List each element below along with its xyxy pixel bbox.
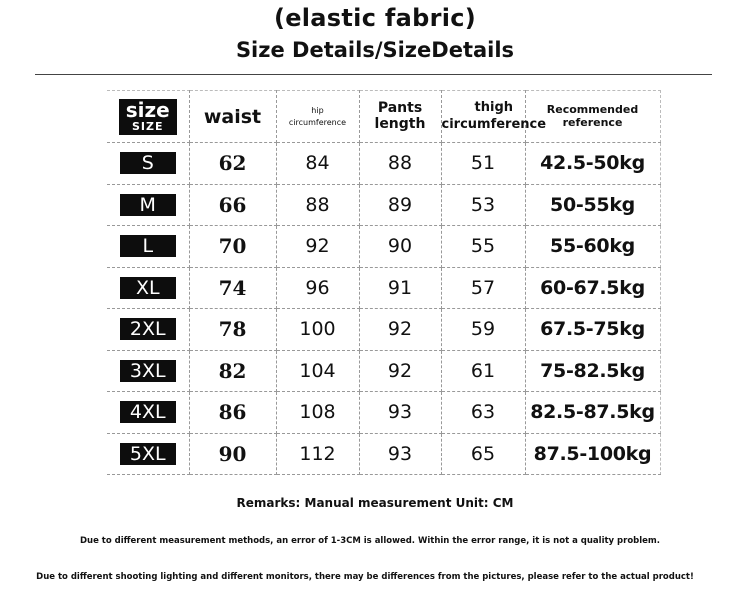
pants-length-cell-value: 93 (387, 442, 413, 465)
hip-cell-value: 104 (299, 359, 336, 382)
header-pants-length: Pants length (359, 91, 441, 143)
table-row (107, 433, 660, 475)
pants-length-cell (359, 226, 441, 268)
recommended-cell-value: 60-67.5kg (540, 276, 645, 299)
page-title: (elastic fabric) (273, 4, 477, 32)
size-label-badge: M (120, 194, 176, 216)
table-row (107, 143, 660, 185)
recommended-cell-value: 82.5-87.5kg (530, 401, 655, 424)
thigh-cell (441, 143, 525, 185)
page-subtitle: Size Details/SizeDetails (235, 38, 515, 62)
hip-cell (276, 143, 359, 185)
pants-length-cell-value: 91 (387, 276, 413, 299)
hip-cell (276, 184, 359, 226)
thigh-cell-value: 51 (470, 152, 496, 175)
waist-cell-value: 62 (218, 151, 247, 176)
thigh-cell (441, 226, 525, 268)
thigh-cell (441, 184, 525, 226)
size-cell (107, 226, 189, 268)
recommended-cell (525, 433, 660, 475)
header-hip: hip circumference (276, 91, 359, 143)
thigh-cell (441, 433, 525, 475)
thigh-cell-value: 61 (470, 359, 496, 382)
waist-cell (189, 350, 276, 392)
waist-cell-value: 74 (218, 275, 247, 300)
recommended-cell (525, 350, 660, 392)
recommended-cell-value: 87.5-100kg (533, 442, 652, 465)
table-row (107, 226, 660, 268)
waist-cell (189, 143, 276, 185)
hip-cell-value: 96 (305, 276, 330, 299)
size-cell (107, 392, 189, 434)
hip-cell (276, 350, 359, 392)
size-header-badge: size SIZE (119, 99, 177, 135)
size-label-badge: XL (120, 277, 176, 299)
hip-cell (276, 226, 359, 268)
thigh-cell-value: 65 (470, 442, 496, 465)
recommended-cell (525, 267, 660, 309)
recommended-cell-value: 42.5-50kg (540, 152, 645, 175)
hip-cell-value: 108 (299, 401, 336, 424)
hip-cell (276, 309, 359, 351)
pants-length-cell (359, 350, 441, 392)
thigh-cell-value: 57 (470, 276, 496, 299)
pants-length-cell-value: 93 (387, 401, 413, 424)
header-waist: waist (189, 91, 276, 143)
waist-cell (189, 226, 276, 268)
table-header-row (107, 91, 660, 143)
waist-cell (189, 392, 276, 434)
table-row (107, 392, 660, 434)
pants-length-cell (359, 184, 441, 226)
waist-cell (189, 184, 276, 226)
pants-length-cell (359, 392, 441, 434)
waist-cell (189, 433, 276, 475)
thigh-cell-value: 55 (470, 235, 496, 258)
table-row (107, 184, 660, 226)
pants-length-cell-value: 89 (387, 193, 413, 216)
recommended-cell-value: 67.5-75kg (540, 318, 645, 341)
measurement-note: Due to different measurement methods, an error of 1-3CM is allowed. Within the error range, it is not a quality problem. (79, 536, 661, 546)
waist-cell-value: 90 (218, 441, 247, 466)
thigh-cell (441, 309, 525, 351)
pants-length-cell-value: 92 (387, 359, 413, 382)
recommended-cell (525, 392, 660, 434)
thigh-cell-value: 59 (470, 318, 496, 341)
recommended-cell (525, 143, 660, 185)
pants-length-cell-value: 88 (387, 152, 413, 175)
size-cell (107, 309, 189, 351)
waist-cell-value: 82 (218, 358, 247, 383)
size-cell (107, 433, 189, 475)
table-row (107, 350, 660, 392)
hip-cell-value: 100 (299, 318, 336, 341)
remarks: Remarks: Manual measurement Unit: CM (236, 496, 514, 510)
pants-length-cell (359, 433, 441, 475)
header-size (107, 91, 189, 143)
lighting-note: Due to different shooting lighting and different monitors, there may be differences from the pictures, please refer to the actual product! (36, 572, 694, 582)
pants-length-cell (359, 309, 441, 351)
recommended-cell (525, 309, 660, 351)
recommended-cell-value: 50-55kg (550, 193, 635, 216)
hip-cell (276, 267, 359, 309)
pants-length-cell-value: 90 (387, 235, 413, 258)
thigh-cell (441, 267, 525, 309)
hip-cell (276, 392, 359, 434)
hip-cell-value: 112 (299, 442, 336, 465)
thigh-cell-value: 53 (470, 193, 496, 216)
hip-cell-value: 92 (305, 235, 330, 258)
thigh-cell (441, 350, 525, 392)
waist-cell-value: 66 (218, 192, 247, 217)
size-label-badge: L (120, 235, 176, 257)
header-recommended: Recommended reference (525, 91, 660, 143)
size-label-badge: 5XL (120, 443, 176, 465)
size-label-badge: 3XL (120, 360, 176, 382)
size-cell (107, 184, 189, 226)
pants-length-cell (359, 143, 441, 185)
recommended-cell (525, 226, 660, 268)
waist-cell-value: 78 (218, 317, 247, 342)
pants-length-cell-value: 92 (387, 318, 413, 341)
thigh-cell (441, 392, 525, 434)
recommended-cell-value: 55-60kg (550, 235, 635, 258)
recommended-cell-value: 75-82.5kg (540, 359, 645, 382)
size-chart-table (107, 90, 661, 475)
header-thigh: thigh circumference (441, 91, 525, 143)
hip-cell (276, 433, 359, 475)
size-cell (107, 267, 189, 309)
divider (35, 74, 712, 75)
thigh-cell-value: 63 (470, 401, 496, 424)
size-label-badge: S (120, 152, 176, 174)
size-cell (107, 350, 189, 392)
waist-cell (189, 267, 276, 309)
size-cell (107, 143, 189, 185)
recommended-cell (525, 184, 660, 226)
hip-cell-value: 84 (305, 152, 330, 175)
hip-cell-value: 88 (305, 193, 330, 216)
table-row (107, 309, 660, 351)
table-row (107, 267, 660, 309)
size-label-badge: 2XL (120, 318, 176, 340)
waist-cell (189, 309, 276, 351)
pants-length-cell (359, 267, 441, 309)
waist-cell-value: 70 (218, 234, 247, 259)
size-label-badge: 4XL (120, 401, 176, 423)
waist-cell-value: 86 (218, 400, 247, 425)
